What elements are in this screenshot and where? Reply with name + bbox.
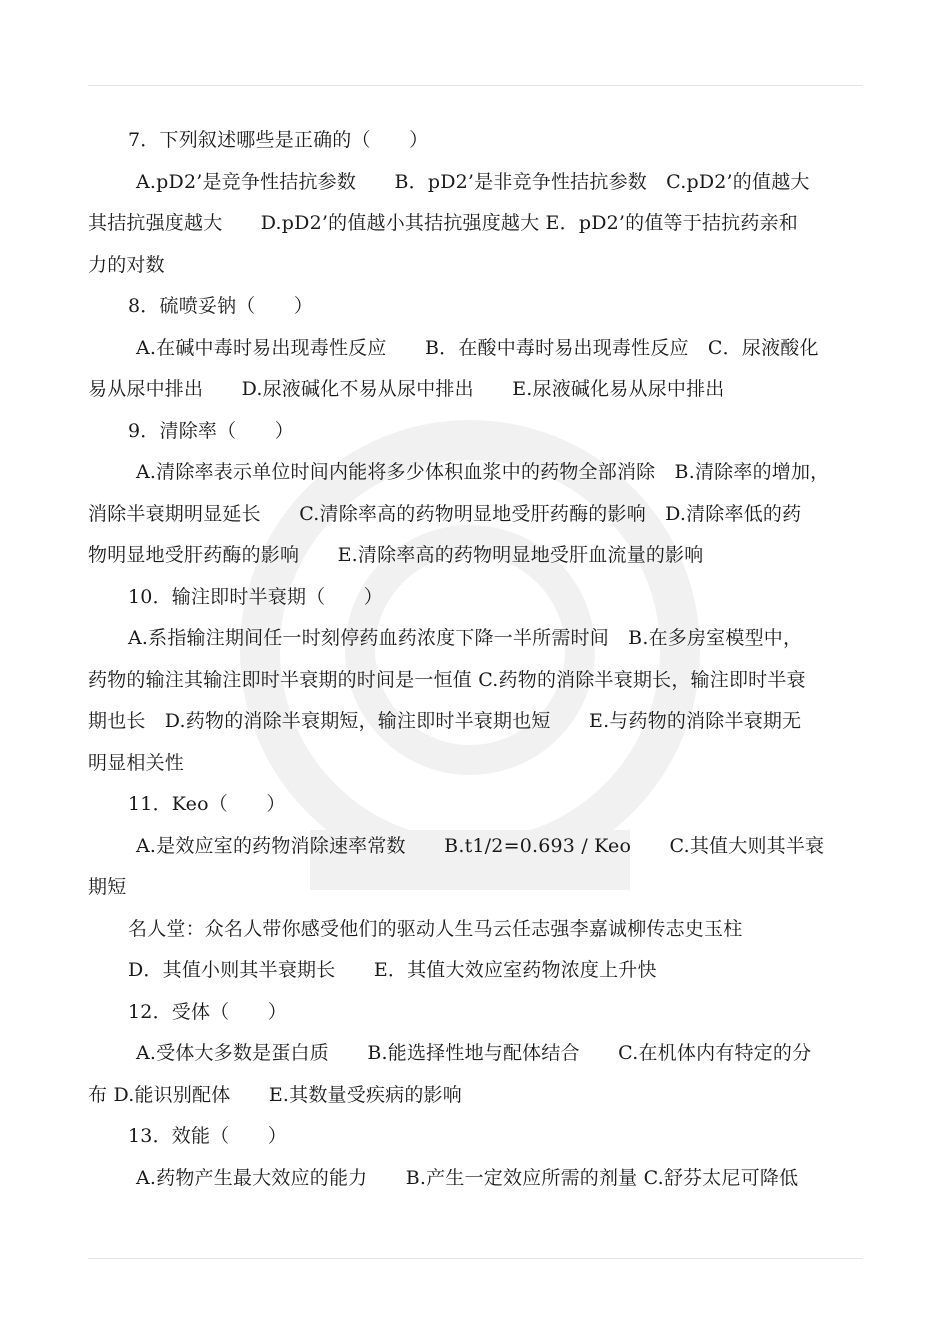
question-13-options: A.药物产生最大效应的能力 B.产生一定效应所需的剂量 C.舒芬太尼可降低 [136,1166,799,1189]
document-body [88,120,878,1199]
question-7-options-cont: 其拮抗强度越大 D.pD2’的值越小其拮抗强度越大 E．pD2’的值等于拮抗药亲和 [88,212,798,234]
question-12: 12．受体（ ） [128,1000,287,1023]
page-top-rule [88,85,863,86]
question-7-options-cont: 力的对数 [88,253,165,276]
question-12-options: A.受体大多数是蛋白质 B.能选择性地与配体结合 C.在机体内有特定的分 [136,1042,812,1064]
question-10-options-cont: 药物的输注其输注即时半衰期的时间是一恒值 C.药物的消除半衰期长，输注即时半衰 [88,668,806,691]
question-10-options: A.系指输注期间任一时刻停药血药浓度下降一半所需时间 B.在多房室模型中， [128,627,803,649]
page-bottom-rule [88,1258,863,1259]
question-8-options: A.在碱中毒时易出现毒性反应 B．在酸中毒时易出现毒性反应 C．尿液酸化 [136,336,819,359]
question-7-options: A.pD2’是竞争性拮抗参数 B．pD2’是非竞争性拮抗参数 C.pD2’的值越大 [136,170,810,193]
question-8: 8．硫喷妥钠（ ） [128,295,314,317]
question-10-options-cont: 期也长 D.药物的消除半衰期短，输注即时半衰期也短 E.与药物的消除半衰期无 [88,710,802,732]
question-13: 13．效能（ ） [128,1125,287,1147]
question-9-options-cont: 消除半衰期明显延长 C.清除率高的药物明显地受肝药酶的影响 D.清除率低的药 [88,502,802,525]
question-7: 7．下列叙述哪些是正确的（ ） [128,129,429,151]
question-9-options: A.清除率表示单位时间内能将多少体积血浆中的药物全部消除 B.清除率的增加， [136,461,830,483]
question-11-options-cont: D．其值小则其半衰期长 E．其值大效应室药物浓度上升快 [128,959,657,981]
question-11: 11．Keo（ ） [128,793,286,815]
question-10: 10．输注即时半衰期（ ） [128,585,383,608]
question-9: 9．清除率（ ） [128,419,294,442]
question-12-options-cont: 布 D.能识别配体 E.其数量受疾病的影响 [88,1083,462,1106]
question-11-options: A.是效应室的药物消除速率常数 B.t1/2=0.693 / Keo C.其值大则其半衰 [136,834,825,857]
question-9-options-cont: 物明显地受肝药酶的影响 E.清除率高的药物明显地受肝血流量的影响 [88,544,704,566]
question-11-options-cont: 期短 [88,876,127,898]
hall-of-fame-ad: 名人堂：众名人带你感受他们的驱动人生马云任志强李嘉诚柳传志史玉柱 [128,917,743,940]
question-8-options-cont: 易从尿中排出 D.尿液碱化不易从尿中排出 E.尿液碱化易从尿中排出 [88,378,725,400]
question-10-options-cont: 明显相关性 [88,751,185,774]
